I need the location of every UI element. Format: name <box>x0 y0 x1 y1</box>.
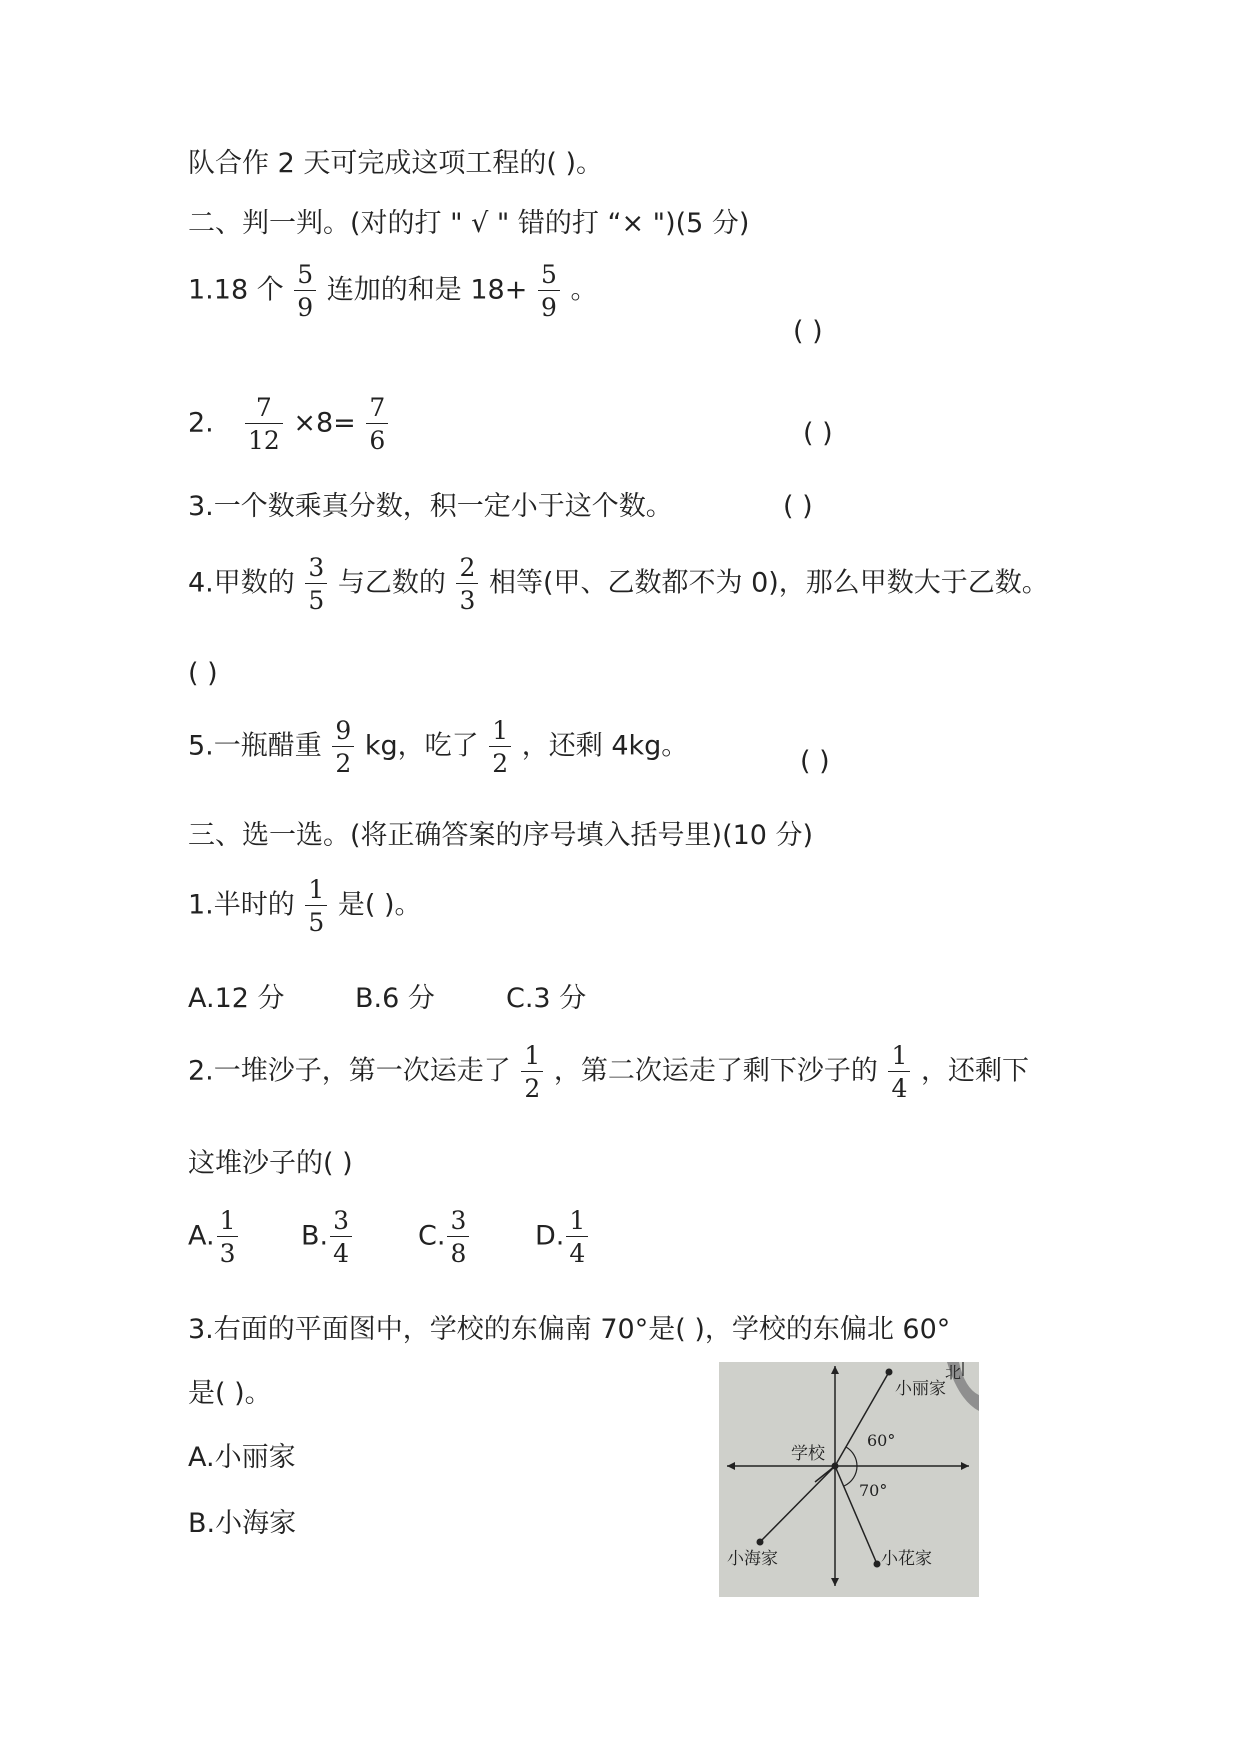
continued-question-line: 队合作 2 天可完成这项工程的( )。 <box>188 148 603 179</box>
choice-option-a[interactable]: A.12 分 <box>188 983 285 1014</box>
fraction: $\frac{1}{4}$ <box>566 1208 588 1266</box>
fraction: $\frac{3}{5}$ <box>305 555 327 613</box>
school-point <box>832 1463 839 1470</box>
answer-paren[interactable]: ( ) <box>793 316 823 347</box>
fraction: $\frac{1}{2}$ <box>521 1043 543 1101</box>
answer-paren[interactable]: ( ) <box>803 418 833 449</box>
angle-60-label: 60° <box>867 1431 896 1450</box>
fraction: $\frac{2}{3}$ <box>456 555 478 613</box>
answer-paren[interactable]: ( ) <box>783 491 813 522</box>
judge-question-2: 2. $\frac{7}{12}$ ×8= $\frac{7}{6}$ <box>188 395 390 453</box>
choice-option-c[interactable]: C.3 分 <box>506 983 587 1014</box>
fraction: $\frac{5}{9}$ <box>294 262 316 320</box>
judge-question-4: 4.甲数的 $\frac{3}{5}$ 与乙数的 $\frac{2}{3}$ 相等(甲、乙数都不为 0)，那么甲数大于乙数。 <box>188 553 1049 615</box>
answer-paren[interactable]: ( ) <box>188 658 218 689</box>
ray-xiaohai <box>760 1466 835 1542</box>
choice-question-3-line2: 是( )。 <box>188 1378 272 1409</box>
west-arrow-icon <box>727 1462 735 1470</box>
north-label: 北 <box>945 1363 962 1382</box>
school-label: 学校 <box>791 1444 825 1464</box>
choice-question-1: 1.半时的 $\frac{1}{5}$ 是( )。 <box>188 875 422 937</box>
short-ray <box>815 1466 835 1482</box>
judge-question-1: 1.18 个 $\frac{5}{9}$ 连加的和是 18+ $\frac{5}{9}$ 。 <box>188 260 598 322</box>
xiaoli-point <box>886 1369 893 1376</box>
fraction: $\frac{5}{9}$ <box>538 262 560 320</box>
section2-heading: 二、判一判。(对的打 " √ " 错的打 “× ")(5 分) <box>188 208 750 239</box>
direction-map <box>719 1362 979 1597</box>
angle-70-label: 70° <box>859 1481 888 1500</box>
choice-option-b[interactable]: B.小海家 <box>188 1508 297 1539</box>
xiaohai-point <box>757 1539 764 1546</box>
fraction: $\frac{1}{5}$ <box>305 877 327 935</box>
choice-option-c[interactable]: C. $\frac{3}{8}$ <box>418 1208 471 1266</box>
north-arrow-icon <box>831 1366 839 1374</box>
fraction: $\frac{1}{3}$ <box>217 1208 239 1266</box>
choice-question-2-line2: 这堆沙子的( ) <box>188 1148 353 1179</box>
answer-paren[interactable]: ( ) <box>800 746 830 777</box>
angle-arc-70 <box>844 1466 857 1486</box>
fraction: $\frac{1}{2}$ <box>489 718 511 776</box>
judge-question-5: 5.一瓶醋重 $\frac{9}{2}$ kg，吃了 $\frac{1}{2}$ ，还剩 4kg。 <box>188 716 689 778</box>
direction-map-figure <box>719 1362 979 1597</box>
judge-question-3: 3.一个数乘真分数，积一定小于这个数。 <box>188 491 673 522</box>
choice-option-d[interactable]: D. $\frac{1}{4}$ <box>535 1208 590 1266</box>
fraction: $\frac{3}{8}$ <box>447 1208 469 1266</box>
fraction: $\frac{7}{6}$ <box>366 395 388 453</box>
xiaoli-label: 小丽家 <box>895 1379 946 1399</box>
choice-option-b[interactable]: B.6 分 <box>355 983 435 1014</box>
section3-heading: 三、选一选。(将正确答案的序号填入括号里)(10 分) <box>188 820 814 851</box>
fraction: $\frac{3}{4}$ <box>330 1208 352 1266</box>
xiaohai-label: 小海家 <box>727 1549 778 1569</box>
choice-question-2: 2.一堆沙子，第一次运走了 $\frac{1}{2}$ ，第二次运走了剩下沙子的 $\frac{1}{4}$ ，还剩下 <box>188 1041 1029 1103</box>
choice-question-3: 3.右面的平面图中，学校的东偏南 70°是( )，学校的东偏北 60° <box>188 1314 951 1345</box>
choice-option-a[interactable]: A. $\frac{1}{3}$ <box>188 1208 240 1266</box>
fraction: $\frac{9}{2}$ <box>332 718 354 776</box>
fraction: $\frac{1}{4}$ <box>888 1043 910 1101</box>
xiaohua-point <box>874 1561 881 1568</box>
ray-xiaoli <box>835 1372 889 1466</box>
fraction: $\frac{7}{12}$ <box>245 395 283 453</box>
xiaohua-label: 小花家 <box>881 1549 932 1569</box>
angle-arc-60 <box>846 1447 857 1466</box>
south-arrow-icon <box>831 1578 839 1586</box>
choice-option-a[interactable]: A.小丽家 <box>188 1442 296 1473</box>
choice-option-b[interactable]: B. $\frac{3}{4}$ <box>301 1208 354 1266</box>
east-arrow-icon <box>961 1462 969 1470</box>
